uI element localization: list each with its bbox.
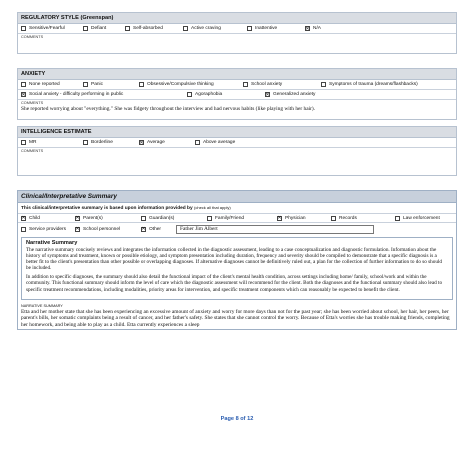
option-label: Social anxiety - difficulty performing in public: [29, 92, 124, 97]
clinical-summary-title: Clinical/Interpretative Summary: [18, 191, 456, 203]
option-active-craving[interactable]: [183, 26, 247, 31]
checkbox[interactable]: [305, 26, 310, 31]
option-average[interactable]: [139, 140, 195, 145]
regulatory-style-section: [17, 12, 457, 54]
option-label: Law enforcement: [403, 215, 440, 221]
option-label: School personnel: [83, 226, 121, 232]
info-sources-note: [18, 203, 456, 213]
option-school-personnel[interactable]: [75, 225, 141, 234]
option-none-reported[interactable]: [21, 82, 83, 87]
option-service-providers[interactable]: [21, 225, 75, 234]
checkbox[interactable]: [83, 26, 88, 31]
option-label: Family/Friend: [215, 215, 245, 221]
checkbox[interactable]: [141, 227, 146, 232]
anxiety-section: [17, 68, 457, 120]
option-defiant[interactable]: [83, 26, 125, 31]
anxiety-comments-field[interactable]: She reported worrying about "everything." She was fidgety throughout the interview and had nervous habits (like playing with her hair).: [21, 106, 316, 112]
option-label: Average: [147, 140, 165, 145]
option-n-a[interactable]: [305, 26, 345, 31]
checkbox[interactable]: [243, 82, 248, 87]
option-label: Records: [339, 215, 357, 221]
intelligence-options-row: [18, 138, 456, 148]
checkbox[interactable]: [265, 92, 270, 97]
option-physician[interactable]: [277, 216, 331, 221]
regulatory-style-title: REGULATORY STYLE (Greenspan): [18, 13, 456, 24]
clinical-summary-section: [17, 190, 457, 330]
checkbox[interactable]: [21, 216, 26, 221]
option-mr[interactable]: [21, 140, 83, 145]
checkbox[interactable]: [21, 92, 26, 97]
option-agoraphobia[interactable]: [187, 92, 265, 97]
anxiety-options-row-2: [18, 90, 456, 100]
checkbox[interactable]: [321, 82, 326, 87]
regulatory-comments-field[interactable]: [18, 39, 456, 53]
option-records[interactable]: [331, 216, 395, 221]
option-label: School anxiety: [251, 82, 283, 87]
regulatory-options-row: [18, 24, 456, 34]
option-label: Physician: [285, 215, 306, 221]
option-self-absorbed[interactable]: [125, 26, 183, 31]
checkbox[interactable]: [21, 26, 26, 31]
anxiety-options-row-1: [18, 80, 456, 90]
option-label: Agoraphobia: [195, 92, 223, 97]
option-other[interactable]: [141, 225, 173, 234]
option-label: Generalized anxiety: [273, 92, 316, 97]
option-label: Guardian(s): [149, 215, 175, 221]
checkbox[interactable]: [21, 82, 26, 87]
checkbox[interactable]: [83, 82, 88, 87]
checkbox[interactable]: [139, 82, 144, 87]
checkbox[interactable]: [183, 26, 188, 31]
checkbox[interactable]: [125, 26, 130, 31]
option-generalized-anxiety[interactable]: [265, 92, 385, 97]
info-sources-prefix: This clinical/interpretative summary is based upon information provided by: [21, 206, 193, 211]
option-sensitive-fearful[interactable]: [21, 26, 83, 31]
comments-label: COMMENTS: [21, 149, 44, 153]
option-label: N/A: [313, 26, 321, 31]
info-sources-suffix: (check all that apply): [194, 205, 231, 210]
checkbox[interactable]: [247, 26, 252, 31]
option-label: Other: [149, 226, 161, 232]
comments-label: COMMENTS: [21, 101, 44, 105]
option-social-anxiety-difficulty-performing-in-public[interactable]: [21, 92, 187, 97]
checkbox[interactable]: [207, 216, 212, 221]
option-label: Defiant: [91, 26, 107, 31]
guidance-title: Narrative Summary: [26, 240, 78, 246]
option-label: Above average: [203, 140, 236, 145]
option-label: Child: [29, 215, 40, 221]
narrative-guidance-box: [21, 237, 453, 300]
checkbox[interactable]: [331, 216, 336, 221]
info-sources-row-2: [18, 222, 456, 235]
checkbox[interactable]: [187, 92, 192, 97]
checkbox[interactable]: [195, 140, 200, 145]
option-label: MR: [29, 140, 37, 145]
page-number: Page 8 of 12: [220, 416, 254, 422]
info-sources-row-1: [18, 213, 456, 222]
intelligence-comments-field[interactable]: [18, 153, 456, 175]
option-obsessive-compulsive-thinking[interactable]: [139, 82, 243, 87]
option-label: Sensitive/Fearful: [29, 26, 65, 31]
other-source-field[interactable]: Father Jim Albert: [176, 225, 374, 234]
checkbox[interactable]: [277, 216, 282, 221]
option-above-average[interactable]: [195, 140, 275, 145]
option-borderline[interactable]: [83, 140, 139, 145]
option-parent-s[interactable]: [75, 216, 141, 221]
option-label: Active craving: [191, 26, 221, 31]
intelligence-title: INTELLIGENCE ESTIMATE: [18, 127, 456, 138]
form-page: [17, 12, 457, 336]
checkbox[interactable]: [141, 216, 146, 221]
option-panic[interactable]: [83, 82, 139, 87]
checkbox[interactable]: [395, 216, 400, 221]
option-guardian-s[interactable]: [141, 216, 207, 221]
checkbox[interactable]: [83, 140, 88, 145]
checkbox[interactable]: [139, 140, 144, 145]
option-label: Obsessive/Compulsive thinking: [147, 82, 214, 87]
option-child[interactable]: [21, 216, 75, 221]
narrative-summary-label: NARRATIVE SUMMARY: [21, 303, 63, 308]
option-label: Symptoms of trauma (dreams/flashbacks): [329, 82, 418, 87]
checkbox[interactable]: [21, 140, 26, 145]
option-label: Service providers: [29, 226, 67, 232]
option-label: Self-absorbed: [133, 26, 163, 31]
guidance-paragraph-2: In addition to specific diagnoses, the summary should also detail the functional impact of the client's mental health condition, across settings including home/ family, school/work and within the community. This functional summary should inform the level of care which the diagnostic assessment will recommend for the client. Both the diagnoses and the functional summary should also lead to specific treatment recommendations, including modalities, priority areas for intervention, and specific treatment components which can reasonably be expected to benefit the client.: [26, 274, 443, 293]
checkbox[interactable]: [21, 227, 26, 232]
option-label: Borderline: [91, 140, 113, 145]
guidance-paragraph-1: The narrative summary concisely reviews and integrates the information collected in the diagnostic assessment, leading to a case conceptualization and diagnostic formulation. Information about the history of symptoms and treatment, known or possible etiology, and symptom presentation including duration, frequency and severity should be compiled to demonstrate that a specific diagnosis is a better fit to the client's presentation than other possible or overlapping diagnoses. If alternative diagnoses cannot be definitively ruled out, a plan for the collection of further information to do so should be included.: [26, 247, 442, 272]
option-label: Inattentive: [255, 26, 278, 31]
option-family-friend[interactable]: [207, 216, 277, 221]
option-school-anxiety[interactable]: [243, 82, 321, 87]
narrative-summary-field[interactable]: Etta and her mother state that she has been experiencing an excessive amount of anxiety and worry for more days than not for the past year; she has been worried about school, her hair, her peers, her parent's bills, her somatic complaints being a result of cancer, and her father's safety. She states that she cannot control the worry. Because of Etta's worries she has trouble making friends, completing her homework, and being able to play as a child. Etta currently experiences a sleep: [21, 308, 450, 328]
option-law-enforcement[interactable]: [395, 216, 455, 221]
comments-label: COMMENTS: [21, 35, 44, 39]
option-label: Parent(s): [83, 215, 103, 221]
intelligence-section: [17, 126, 457, 176]
checkbox[interactable]: [75, 227, 80, 232]
option-inattentive[interactable]: [247, 26, 305, 31]
option-symptoms-of-trauma-dreams-flashbacks[interactable]: [321, 82, 441, 87]
checkbox[interactable]: [75, 216, 80, 221]
anxiety-title: ANXIETY: [18, 69, 456, 80]
option-label: Panic: [91, 82, 103, 87]
option-label: None reported: [29, 82, 60, 87]
